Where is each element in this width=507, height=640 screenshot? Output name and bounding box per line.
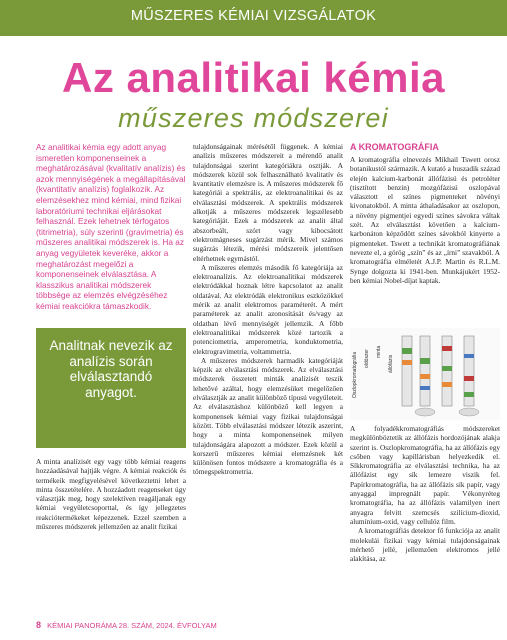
figure-label-1: oldószer <box>364 349 370 368</box>
collection-flask <box>459 408 479 416</box>
column-2 <box>193 142 343 477</box>
figure-label-2: minta <box>376 345 382 358</box>
column-4 <box>464 336 474 406</box>
article-title: Az analitikai kémia <box>61 54 445 101</box>
figure-label-0: Oszlopkromatográfia <box>352 351 358 398</box>
body-paragraph: A műszeres elemzés második fő kategóriája az elektroanalízis. Az elektroanalitikai módszerek elektródákkal hoznak létre kapcsolatot az analit oldatával. Az elektródák elektronikus eszközökkel mérik az analit elektromos paraméterét. A mért paraméterek az analit azonosítását és/vagy az oldatban lévő mennyiségét jellemzik. A főbb elektroanalitikai módszerek közé tartozik a potenciometria, amperometria, konduktometria, elektrogravimetria, voltammetria. <box>193 262 343 356</box>
page-footer <box>36 620 336 630</box>
section-heading: A KROMATOGRÁFIA <box>350 142 439 152</box>
column-3-bottom <box>350 424 500 563</box>
column-3-top <box>350 155 500 285</box>
article-subtitle: műszeres módszerei <box>118 103 389 133</box>
body-paragraph: A kromatográfiás detektor fő funkciója az analit molekulái fizikai vagy kémiai tulajdonságainak mérhető jellé, jellemzően elektromos jellé alakítása, az <box>350 526 500 564</box>
chromatography-figure <box>350 328 500 420</box>
column-1 <box>402 336 412 406</box>
intro-paragraph: Az analitikai kémia egy adott anyag ismeretlen komponenseinek a meghatározásával (kvalitatív analízis) és azok mennyiségének a megállapításával (kvantitatív analízis) foglalkozik. Az elemzésekhez mind kémiai, mind fizikai laboratóriumi technikai eljárásokat felhasznál. Ezek lehetnek térfogatos (titrimetria), súly szerinti (gravimetria) és műszeres analitikai módszerek is. Ha az anyag vegyületek keveréke, akkor a meghatározást megelőzi a komponenseinek elválasztása. A klasszikus analitikai módszerek többsége az elemzés elvégzéséhez kémiai reakciókra támaszkodik. <box>36 142 186 311</box>
callout-box <box>36 328 186 448</box>
footer-text: KÉMIAI PANORÁMA 28. SZÁM, 2024. ÉVFOLYAM <box>47 621 217 630</box>
chromatography-diagram <box>350 328 500 420</box>
page-number: 8 <box>36 620 42 630</box>
column-2 <box>420 336 430 406</box>
body-paragraph: tulajdonságainak mérésétől függenek. A kémiai analízis műszeres módszereit a mérendő analit tulajdonságai szerint kategóriákra osztják. A módszerek közül sok felhasználható kvalitatív és kvantitatív elemzésre is. A műszeres módszerek fő kategóriái a spektrális, az elektroanalitikai és az elválasztási módszerek. A spektrális módszerek alkotják a műszeres módszerek legszélesebb kategóriáját. Ezek a módszerek az analit által abszorbeált, szórt vagy kibocsátott elektromágneses sugárzást mérik. Mivel számos sugárzás létezik, mérési módszereik jelentősen eltérhetnek egymástól. <box>193 142 343 263</box>
body-paragraph: A műszeres módszerek harmadik kategóriáját képzik az elválasztási módszerek. Az elválasztási módszerek összetett minták analízisét teszik lehetővé azáltal, hogy elemzésüket megelőzően elválasztják az analit különböző típusú vegyületeit. Az elválasztáshoz különböző kell legyen a komponensek kémiai vagy fizikai tulajdonságai között. Több elválasztási módszer létezik aszerint, hogy a minta komponenseinek milyen tulajdonságára alapozott a módszer. Ezek közül a korszerű műszeres kémiai elemzésnek két különösen fontos módszere a kromatográfia és a tömegspektrometria. <box>193 355 343 477</box>
column-3 <box>442 336 452 406</box>
body-paragraph: A folyadékkromatográfiás módszereket megkülönböztetik az állófázis hordozójának alakja szerint is. Oszlopkromatográfia, ha az állófázis egy csőben vagy kapillárisban helyezkedik el. Síkkromatográfia az elválasztási technika, ha az állófázist egy sík lemezre viszik fel. Papírkromatográfia, ha az állófázis sík papír, vagy anyaggal impregnált papír. Vékonyréteg kromatográfia, ha az állófázis valamilyen inert anyagra felvitt szemcsés szilícium-dioxid, alumínium-oxid, vagy cellulóz film. <box>350 424 500 526</box>
section-title: MŰSZERES KÉMIAI VIZSGÁLATOK <box>130 8 377 24</box>
body-paragraph: A minta analízisét egy vagy több kémiai reagens hozzáadásával hajtják végre. A kémiai reakciók és termékeik megfigyelésével következtetni lehet a minta összetételére. A hozzáadott reagenseket úgy választják meg, hogy szelektíven reagáljanak egy kémiai vegyületcsoporttal, és így jellegzetes reakciótermékeket képezzenek. Ezzel szemben a műszeres módszerek jellemzően az analit fizikai <box>36 457 186 532</box>
column-1-body <box>36 457 186 531</box>
figure-label-3: állófázis <box>388 354 394 373</box>
body-paragraph: A kromatográfia elnevezés Mikhail Tswett orosz botanikustól származik. A kutató a huszadik század elején kalcium-karbonát állófázisú és petroléter (tisztított benzin) mozgófázisú oszlopával választott el színes pigmenteket növényi kivonatokból. A minta áthaladásakor az oszlopon, a növény pigmentjei egyedi színes sávokra váltak szét. Az elválasztást követően a kalcium-karbonáton képződött színes sávokból kinyerte a pigmenteket. Tswett a technikát kromatográfiának nevezte el, a görög „szín” és az „írni” szavakból. A kromatográfia elméletét A.J.P. Martin és R.L.M. Synge dolgozta ki 1941-ben. Munkájukért 1952-ben kémiai Nobel-díjat kaptak. <box>350 155 500 285</box>
callout-text: Analitnak nevezik az analízis során elválasztandó anyagot. <box>49 338 173 400</box>
collection-flask <box>415 408 435 416</box>
